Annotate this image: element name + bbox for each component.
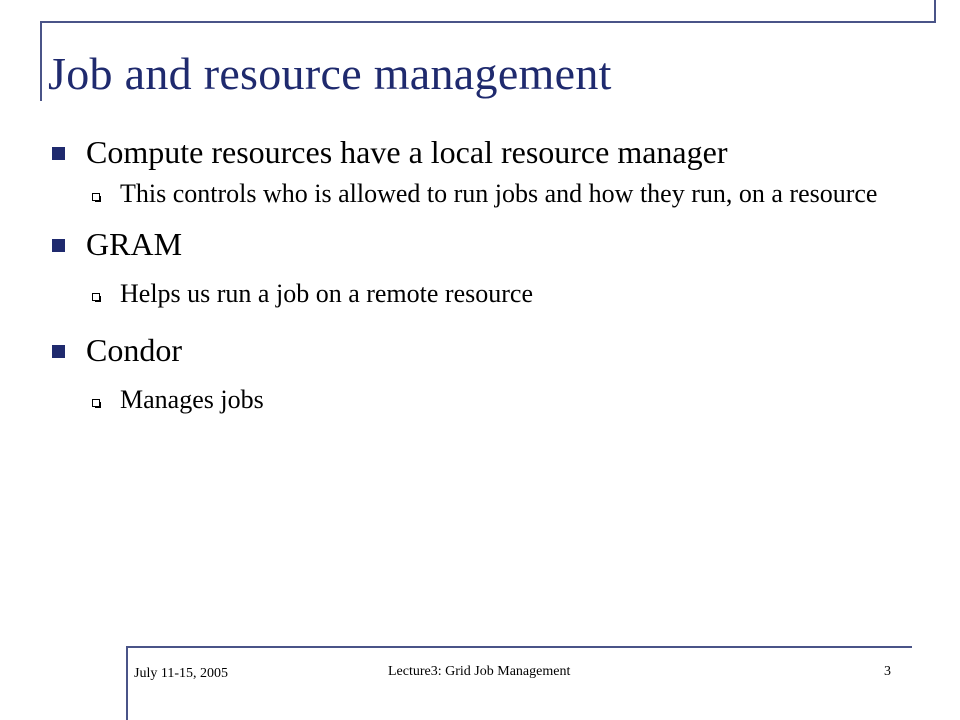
frame-line-bottom [126,646,912,648]
shadowed-box-bullet-icon [92,193,100,201]
sub-bullet-item [88,176,908,212]
frame-line-top-right [934,0,936,23]
filled-square-bullet-icon [52,147,65,160]
shadowed-box-bullet-icon [92,293,100,301]
shadowed-box-bullet-icon [92,399,100,407]
footer-date: July 11-15, 2005 [134,666,228,681]
frame-line-top-left [40,21,42,101]
sub-bullet-item [88,276,908,312]
filled-square-bullet-icon [52,239,65,252]
footer-lecture-title: Lecture3: Grid Job Management [388,664,571,679]
sub-bullet-text: Manages jobs [120,385,264,414]
bullet-list [48,128,908,418]
sub-bullet-text: Helps us run a job on a remote resource [120,279,533,308]
sub-bullet-text: This controls who is allowed to run jobs and how they run, on a resource [120,179,878,208]
page-number: 3 [884,664,891,679]
bullet-item [48,326,908,374]
bullet-text: Compute resources have a local resource manager [86,134,728,170]
bullet-text: GRAM [86,226,183,262]
frame-line-top [40,21,936,23]
slide-title: Job and resource management [48,48,612,99]
sub-bullet-item [88,382,908,418]
bullet-item [48,220,908,268]
bullet-text: Condor [86,332,182,368]
frame-line-bottom-left [126,646,128,720]
filled-square-bullet-icon [52,345,65,358]
bullet-item [48,128,908,176]
